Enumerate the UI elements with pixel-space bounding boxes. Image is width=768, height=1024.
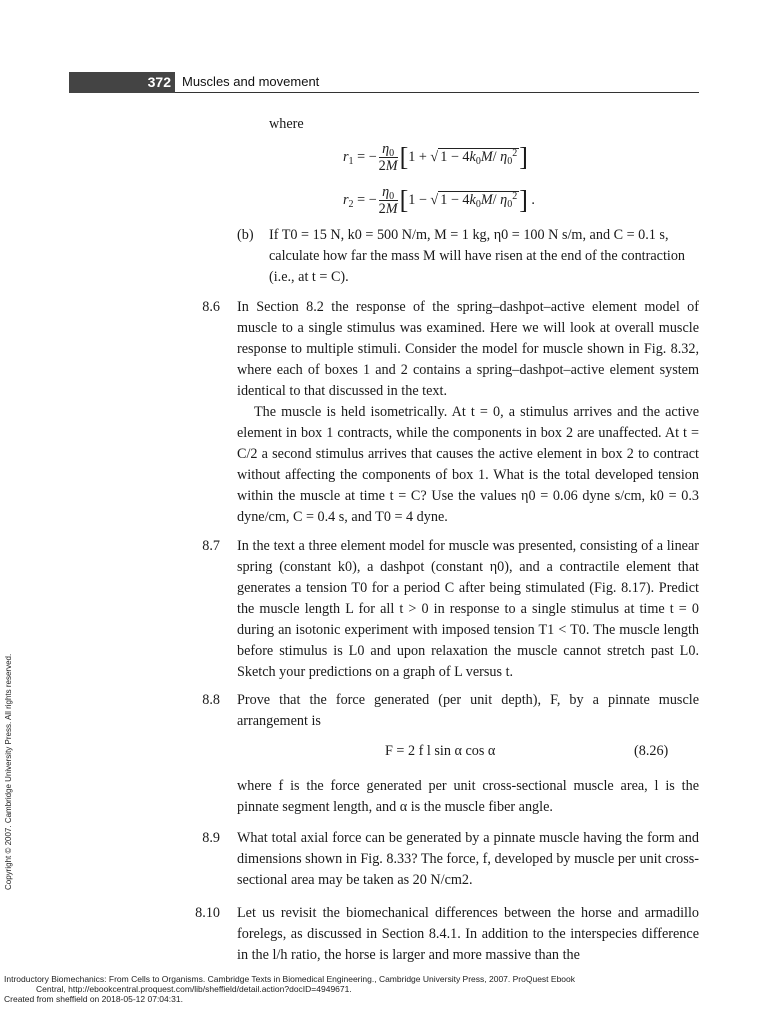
problem-b-line1: If T0 = 15 N, k0 = 500 N/m, M = 1 kg, η0 = 100 N s/m, and C = 0.1 s, bbox=[269, 227, 669, 243]
problem-paragraph-2: The muscle is held isometrically. At t = 0, a stimulus arrives and the active element in box 1 contracts, while the components in box 2 are unaffected. At t = C/2 a second stimulus arrives that causes the active element in box 2 to contract without affecting the components of box 1. What is the total developed tension within the muscle at time t = C? Use the values η0 = 0.06 dyne s/cm, k0 = 0.3 dyne/cm, C = 0.4 s, and T0 = 4 dyne. bbox=[237, 404, 699, 525]
equation-number: (8.26) bbox=[634, 743, 669, 759]
header-rule bbox=[175, 92, 699, 93]
problem-text-continued: where f is the force generated per unit cross-sectional muscle area, l is the pinnate segment length, and α is the muscle fiber angle. bbox=[237, 778, 699, 815]
problem-number: 8.10 bbox=[195, 905, 220, 921]
problem-number: 8.6 bbox=[202, 299, 220, 315]
problem-number: 8.8 bbox=[202, 692, 220, 708]
equation-r1: $r_1$ = − $\frac{\eta_0}{2M}$ [1 + √ $1 - 4k_0M/$ $\eta_0^2$] bbox=[343, 141, 528, 175]
problem-b-label: (b) bbox=[237, 227, 254, 243]
page-number: 372 bbox=[147, 74, 171, 90]
problem-number: 8.7 bbox=[202, 538, 220, 554]
footer-line: Introductory Biomechanics: From Cells to Organisms. Cambridge Texts in Biomedical Engineering., Cambridge University Press, 2007. ProQuest Ebook bbox=[4, 974, 576, 984]
copyright-notice: Copyright © 2007. Cambridge University Press. All rights reserved. bbox=[4, 653, 13, 890]
where-text: where bbox=[269, 116, 304, 132]
equation-r2: $r_2$ = − $\frac{\eta_0}{2M}$ [1 − √ $1 - 4k_0M/$ $\eta_0^2$] . bbox=[343, 184, 535, 218]
footer-link[interactable]: Central, http://ebookcentral.proquest.com/lib/sheffield/detail.action?docID=4949671. bbox=[36, 984, 352, 994]
problem-paragraph: In Section 8.2 the response of the spring–dashpot–active element model of muscle to a single stimulus was examined. Here we will look at overall muscle response to multiple stimuli. Consider the model for muscle shown in Fig. 8.32, where each of boxes 1 and 2 contains a spring–dashpot–active element system identical to that discussed in the text. bbox=[237, 299, 699, 399]
problem-text bbox=[237, 297, 699, 528]
footer-created: Created from sheffield on 2018-05-12 07:04:31. bbox=[4, 994, 183, 1004]
equation-8-26: F = 2 f l sin α cos α bbox=[385, 743, 496, 759]
problem-text: What total axial force can be generated by a pinnate muscle having the form and dimensions shown in Fig. 8.33? The force, f, developed by muscle per unit cross-sectional area may be taken as 20 N/cm2. bbox=[237, 830, 699, 888]
problem-number: 8.9 bbox=[202, 830, 220, 846]
problem-text: Prove that the force generated (per unit depth), F, by a pinnate muscle arrangement is bbox=[237, 692, 699, 729]
problem-b-line2: calculate how far the mass M will have risen at the end of the contraction bbox=[269, 248, 686, 264]
problem-b-line3: (i.e., at t = C). bbox=[269, 269, 349, 285]
problem-text: Let us revisit the biomechanical differences between the horse and armadillo forelegs, as discussed in Section 8.4.1. In addition to the interspecies difference in the l/h ratio, the horse is larger and more massive than the bbox=[237, 905, 699, 963]
problem-text: In the text a three element model for muscle was presented, consisting of a linear spring (constant k0), a dashpot (constant η0), and a contractile element that generates a tension T0 for a period C after being stimulated (Fig. 8.17). Predict the muscle length L for all t > 0 in response to a single stimulus at time t = 0 during an isotonic experiment with imposed tension T1 < T0. The muscle length before stimulus is L0 and upon relaxation the muscle cannot stretch past L0. Sketch your predictions on a graph of L versus t. bbox=[237, 538, 699, 680]
running-title: Muscles and movement bbox=[182, 74, 320, 89]
